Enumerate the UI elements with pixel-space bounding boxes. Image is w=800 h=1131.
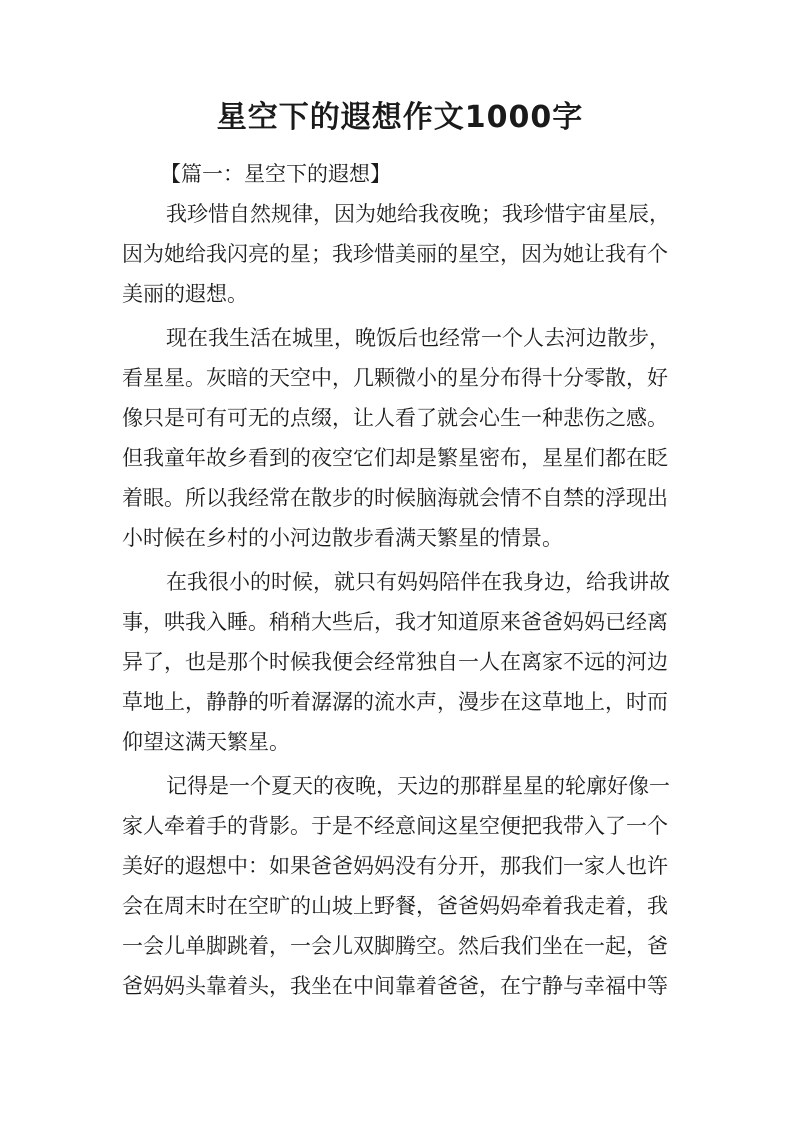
paragraph-line: 一会儿单脚跳着，一会儿双脚腾空。然后我们坐在一起，爸 — [122, 934, 668, 958]
paragraph-line: 美好的遐想中：如果爸爸妈妈没有分开，那我们一家人也许 — [122, 854, 668, 878]
paragraph-line: 像只是可有可无的点缀，让人看了就会心生一种悲伤之感。 — [122, 406, 668, 430]
paragraph-3 — [122, 562, 682, 762]
paragraph-line: 看星星。灰暗的天空中，几颗微小的星分布得十分零散，好 — [122, 366, 668, 390]
paragraph-line: 我珍惜自然规律，因为她给我夜晚；我珍惜宇宙星辰， — [166, 202, 670, 226]
page-title: 星空下的遐想作文1000字 — [216, 100, 584, 135]
paragraph-line: 草地上，静静的听着潺潺的流水声，漫步在这草地上，时而 — [122, 690, 668, 714]
paragraph-4 — [122, 766, 682, 1006]
paragraph-line: 家人牵着手的背影。于是不经意间这星空便把我带入了一个 — [122, 814, 668, 838]
paragraph-line: 在我很小的时候，就只有妈妈陪伴在我身边，给我讲故 — [166, 570, 670, 594]
paragraph-2 — [122, 318, 682, 558]
paragraph-line: 会在周末时在空旷的山坡上野餐，爸爸妈妈牵着我走着，我 — [122, 894, 668, 918]
article-body — [122, 154, 682, 1006]
paragraph-line: 小时候在乡村的小河边散步看满天繁星的情景。 — [122, 526, 563, 550]
paragraph-line: 美丽的遐想。 — [122, 282, 248, 306]
paragraph-line: 异了，也是那个时候我便会经常独自一人在离家不远的河边 — [122, 650, 668, 674]
paragraph-line: 因为她给我闪亮的星；我珍惜美丽的星空，因为她让我有个 — [122, 242, 668, 266]
paragraph-line: 事，哄我入睡。稍稍大些后，我才知道原来爸爸妈妈已经离 — [122, 610, 668, 634]
paragraph-line: 记得是一个夏天的夜晚，天边的那群星星的轮廓好像一 — [166, 774, 670, 798]
paragraph-1 — [122, 194, 682, 314]
paragraph-line: 但我童年故乡看到的夜空它们却是繁星密布，星星们都在眨 — [122, 446, 668, 470]
paragraph-line: 着眼。所以我经常在散步的时候脑海就会情不自禁的浮现出 — [122, 486, 668, 510]
section-heading: 【篇一：星空下的遐想】 — [160, 162, 391, 186]
paragraph-line: 爸妈妈头靠着头，我坐在中间靠着爸爸，在宁静与幸福中等 — [122, 974, 668, 998]
paragraph-line: 仰望这满天繁星。 — [122, 730, 290, 754]
paragraph-line: 现在我生活在城里，晚饭后也经常一个人去河边散步， — [166, 326, 670, 350]
